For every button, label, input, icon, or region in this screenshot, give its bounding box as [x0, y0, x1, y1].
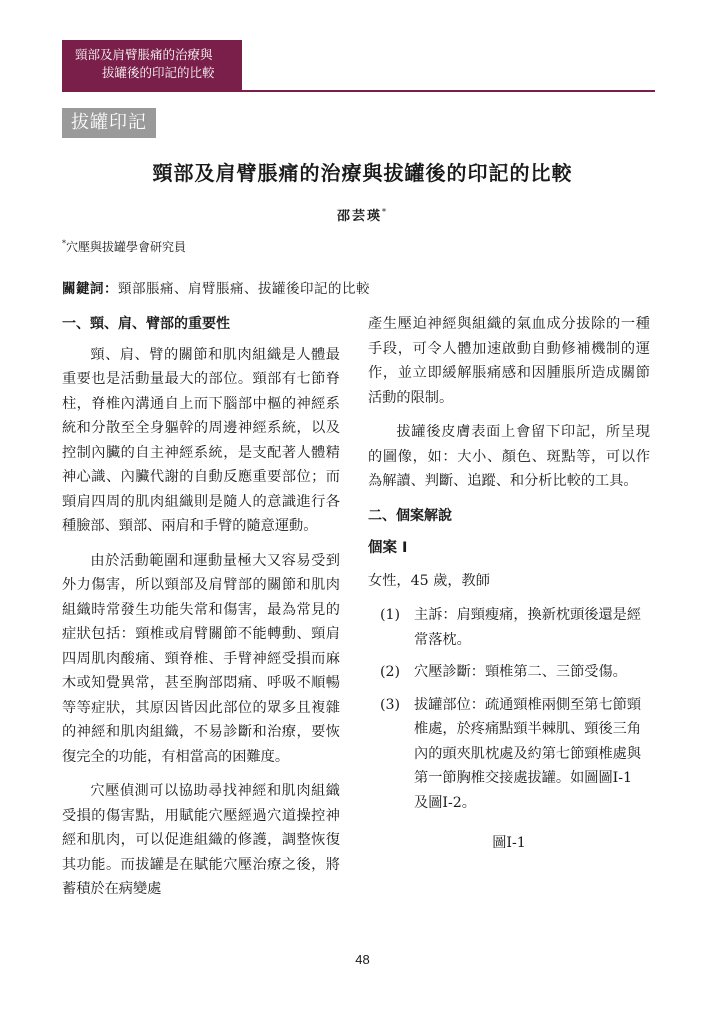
affiliation-mark: *	[62, 239, 66, 248]
list-item	[368, 693, 650, 816]
figure-caption: 圖Ⅰ-1	[492, 835, 526, 851]
keywords	[62, 277, 370, 297]
case-title: 個案 Ⅰ	[368, 540, 408, 556]
list-number: (3)	[380, 696, 401, 713]
list-item	[368, 660, 650, 685]
author	[0, 205, 725, 224]
running-header	[62, 40, 242, 90]
affiliation	[62, 238, 186, 255]
case-list	[368, 603, 650, 815]
section-heading-1: 一、頸、肩、臂部的重要性	[62, 316, 230, 332]
page-number: 48	[355, 952, 370, 967]
list-text: 穴壓診斷：頸椎第二、三節受傷。	[414, 664, 627, 680]
list-number: (2)	[380, 664, 401, 680]
keywords-text: 頸部脹痛、肩臂脹痛、拔罐後印記的比較	[118, 281, 370, 297]
list-item	[368, 603, 650, 652]
section-tag: 拔罐印記	[62, 108, 156, 138]
running-header-line2: 拔罐後的印記的比較	[102, 65, 215, 80]
paragraph: 由於活動範圍和運動量極大又容易受到外力傷害，所以頸部及肩臂部的關節和肌肉組織時常發生功能失常和傷害，最為常見的症狀包括：頸椎或肩臂關節不能轉動、頸肩四周肌肉酸痛、頸脊椎、手臂神經受損而麻木或知覺異常，甚至胸部悶痛、呼吸不順暢等等症狀，其原因皆因此部位的眾多且複雜的神經和肌肉組織，不易診斷和治療，要恢復完全的功能，有相當高的困難度。	[62, 552, 340, 765]
paragraph: 穴壓偵測可以協助尋找神經和肌肉組織受損的傷害點，用賦能穴壓經過穴道操控神經和肌肉，可以促進組織的修護，調整恢復其功能。而拔罐是在賦能穴壓治療之後，將蓄積於在病變處	[62, 783, 340, 897]
list-text: 拔罐部位：疏通頸椎兩側至第七節頸椎處，於疼痛點頸半棘肌、頸後三角內的頭夾肌枕處及約第七節頸椎處與第一節胸椎交接處拔罐。如圖圖Ⅰ-1 及圖Ⅰ-2。	[414, 696, 642, 811]
running-header-line1: 頸部及肩臂脹痛的治療與	[75, 47, 213, 62]
article-title: 頸部及肩臂脹痛的治療與拔罐後的印記的比較	[152, 161, 573, 185]
header-divider	[62, 90, 655, 92]
right-column	[368, 312, 650, 856]
paragraph: 產生壓迫神經與組織的氣血成分拔除的一種手段，可令人體加速啟動自動修補機制的運作，並立即緩解脹痛感和因腫脹所造成關節活動的限制。	[368, 316, 650, 406]
author-name: 邵芸瑛	[336, 209, 382, 224]
author-mark: *	[382, 207, 388, 217]
left-column	[62, 312, 340, 912]
case-info: 女性，45 歲，教師	[368, 572, 490, 589]
paragraph: 拔罐後皮膚表面上會留下印記，所呈現的圖像，如：大小、顏色、斑點等，可以作為解讀、判斷、追蹤、和分析比較的工具。	[368, 424, 650, 489]
paragraph: 頸、肩、臂的關節和肌肉組織是人體最重要也是活動量最大的部位。頸部有七節脊柱，脊椎內溝通自上而下腦部中樞的神經系統和分散至全身軀幹的周邊神經系統，以及控制內臟的自主神經系統，是支配著人體精神心識、內臟代謝的自動反應重要部位；而頸肩四周的肌肉組織則是隨人的意識進行各種臉部、頸部、兩肩和手臂的隨意運動。	[62, 346, 340, 534]
section-heading-2: 二、個案解說	[368, 507, 452, 524]
keywords-label: 關鍵詞：	[62, 281, 118, 297]
list-text: 主訴：肩頸瘦痛，換新枕頭後還是經常落枕。	[414, 607, 642, 648]
affiliation-text: 穴壓與拔罐學會研究員	[66, 240, 187, 254]
list-number: (1)	[380, 607, 401, 623]
